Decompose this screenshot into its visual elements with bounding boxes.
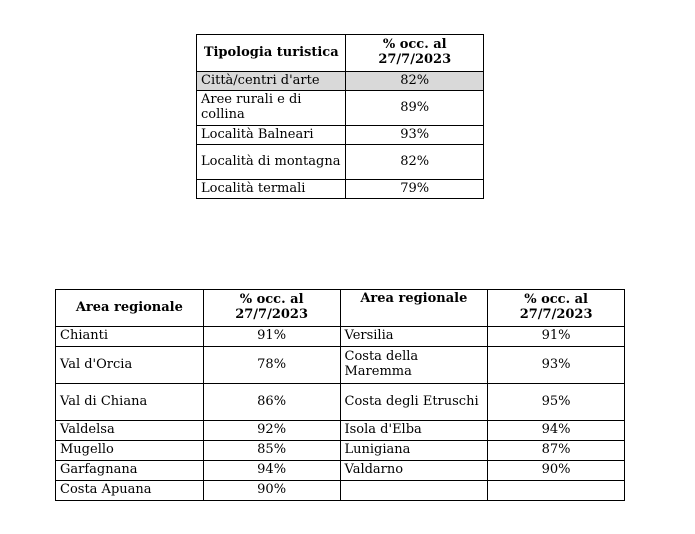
right-area-value: 94% <box>488 421 625 441</box>
left-area-value: 86% <box>203 384 340 421</box>
table-header-row <box>197 35 484 72</box>
table-row <box>56 481 625 501</box>
right-area-label: Lunigiana <box>340 441 488 461</box>
row-value: 82% <box>346 145 484 180</box>
row-label: Località Balneari <box>197 126 346 145</box>
tourism-type-table <box>196 34 484 199</box>
right-area-label: Valdarno <box>340 461 488 481</box>
right-area-label: Costa degli Etruschi <box>340 384 488 421</box>
left-area-label: Valdelsa <box>56 421 204 441</box>
left-area-label: Val d'Orcia <box>56 347 204 384</box>
table-row <box>56 384 625 421</box>
right-area-label: Isola d'Elba <box>340 421 488 441</box>
left-area-value: 92% <box>203 421 340 441</box>
table-row <box>197 72 484 91</box>
table-row <box>56 327 625 347</box>
row-label: Aree rurali e di collina <box>197 91 346 126</box>
left-area-value: 90% <box>203 481 340 501</box>
right-area-value: 93% <box>488 347 625 384</box>
right-area-label <box>340 481 488 501</box>
table-row <box>56 421 625 441</box>
left-area-label: Mugello <box>56 441 204 461</box>
header-occupancy-right: % occ. al 27/7/2023 <box>488 290 625 327</box>
row-value: 93% <box>346 126 484 145</box>
left-area-label: Chianti <box>56 327 204 347</box>
left-area-value: 94% <box>203 461 340 481</box>
row-label: Località termali <box>197 180 346 199</box>
left-area-value: 78% <box>203 347 340 384</box>
row-label: Località di montagna <box>197 145 346 180</box>
table-row <box>197 145 484 180</box>
row-value: 79% <box>346 180 484 199</box>
left-area-label: Costa Apuana <box>56 481 204 501</box>
table-row <box>56 441 625 461</box>
left-area-label: Garfagnana <box>56 461 204 481</box>
right-area-value: 87% <box>488 441 625 461</box>
right-area-value <box>488 481 625 501</box>
left-area-value: 91% <box>203 327 340 347</box>
row-label: Città/centri d'arte <box>197 72 346 91</box>
header-area-right: Area regionale <box>340 290 488 327</box>
right-area-value: 91% <box>488 327 625 347</box>
header-tourism-type: Tipologia turistica <box>197 35 346 72</box>
header-area-left: Area regionale <box>56 290 204 327</box>
left-area-label: Val di Chiana <box>56 384 204 421</box>
row-value: 82% <box>346 72 484 91</box>
table-row <box>56 347 625 384</box>
table-row <box>197 180 484 199</box>
row-value: 89% <box>346 91 484 126</box>
table-row <box>197 91 484 126</box>
header-occupancy-left: % occ. al 27/7/2023 <box>203 290 340 327</box>
right-area-label: Versilia <box>340 327 488 347</box>
right-area-label: Costa della Maremma <box>340 347 488 384</box>
right-area-value: 90% <box>488 461 625 481</box>
table-header-row <box>56 290 625 327</box>
right-area-value: 95% <box>488 384 625 421</box>
header-occupancy: % occ. al 27/7/2023 <box>346 35 484 72</box>
regional-area-table <box>55 289 625 501</box>
left-area-value: 85% <box>203 441 340 461</box>
table-row <box>56 461 625 481</box>
table-row <box>197 126 484 145</box>
